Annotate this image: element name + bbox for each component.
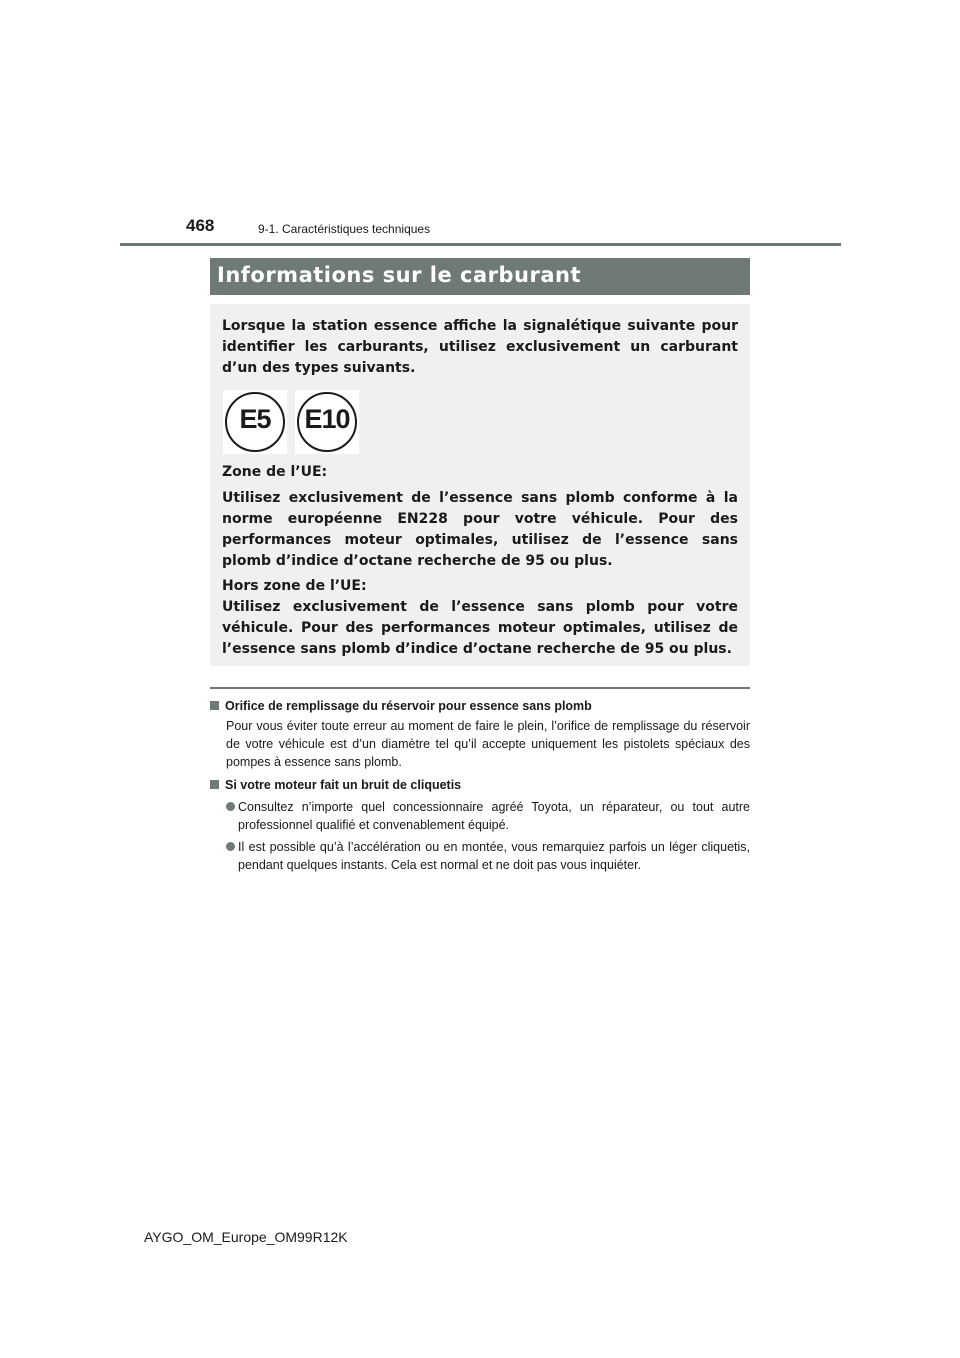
page-title: Informations sur le carburant xyxy=(217,263,582,287)
note-body: Pour vous éviter toute erreur au moment de faire le plein, l’orifice de remplissage du réservoir de votre véhicule est d’un diamètre tel qu’il accepte uniquement les pistolets spéciaux des pompes à essence sans plomb. xyxy=(226,719,750,769)
fuel-intro-text: Lorsque la station essence affiche la signalétique suivante pour identifier les carburants, utilisez exclusivement un carburant d’un des types suivants. xyxy=(222,318,738,376)
non-eu-zone-block xyxy=(222,576,738,660)
fuel-info-box xyxy=(210,304,750,666)
header-divider xyxy=(120,243,841,246)
round-bullet-icon xyxy=(226,842,235,851)
non-eu-zone-text: Utilisez exclusivement de l’essence sans plomb pour votre véhicule. Pour des performances moteur optimales, utilisez de l’essence sans plomb d’indice d’octane recherche de 95 ou plus. xyxy=(222,599,738,657)
section-reference: 9-1. Caractéristiques techniques xyxy=(258,222,431,236)
eu-zone-text: Utilisez exclusivement de l’essence sans plomb conforme à la norme européenne EN228 pour votre véhicule. Pour des performances moteur optimales, utilisez de l’essence sans plomb d’indice d’octane recherche de 95 ou plus. xyxy=(222,490,738,569)
section-title-bar xyxy=(210,258,750,295)
non-eu-zone-label: Hors zone de l’UE: xyxy=(222,578,367,594)
note-heading xyxy=(210,776,750,794)
note-heading xyxy=(210,697,750,715)
list-item-text: Consultez n’importe quel concessionnaire agréé Toyota, un réparateur, ou tout autre professionnel qualifié et convenablement équipé. xyxy=(238,800,750,832)
note-fuel-filler xyxy=(210,697,750,771)
fuel-label-e5-icon xyxy=(223,390,287,454)
notes-divider xyxy=(210,687,750,689)
note-heading-text: Orifice de remplissage du réservoir pour essence sans plomb xyxy=(225,699,592,713)
square-bullet-icon xyxy=(210,701,219,710)
fuel-label-e10-icon xyxy=(295,390,359,454)
square-bullet-icon xyxy=(210,780,219,789)
list-item xyxy=(226,838,750,874)
document-footer: AYGO_OM_Europe_OM99R12K xyxy=(144,1229,348,1245)
list-item-text: Il est possible qu’à l’accélération ou en montée, vous remarquiez parfois un léger cliquetis, pendant quelques instants. Cela est normal et ne doit pas vous inquiéter. xyxy=(238,840,750,872)
eu-zone-label: Zone de l’UE: xyxy=(222,464,328,480)
list-item xyxy=(226,798,750,834)
fuel-label-e10-text: E10 xyxy=(304,404,350,434)
note-engine-knocking xyxy=(210,776,750,874)
page-number: 468 xyxy=(186,216,215,235)
round-bullet-icon xyxy=(226,802,235,811)
note-heading-text: Si votre moteur fait un bruit de cliquetis xyxy=(225,778,462,792)
fuel-label-e5-text: E5 xyxy=(239,404,271,434)
